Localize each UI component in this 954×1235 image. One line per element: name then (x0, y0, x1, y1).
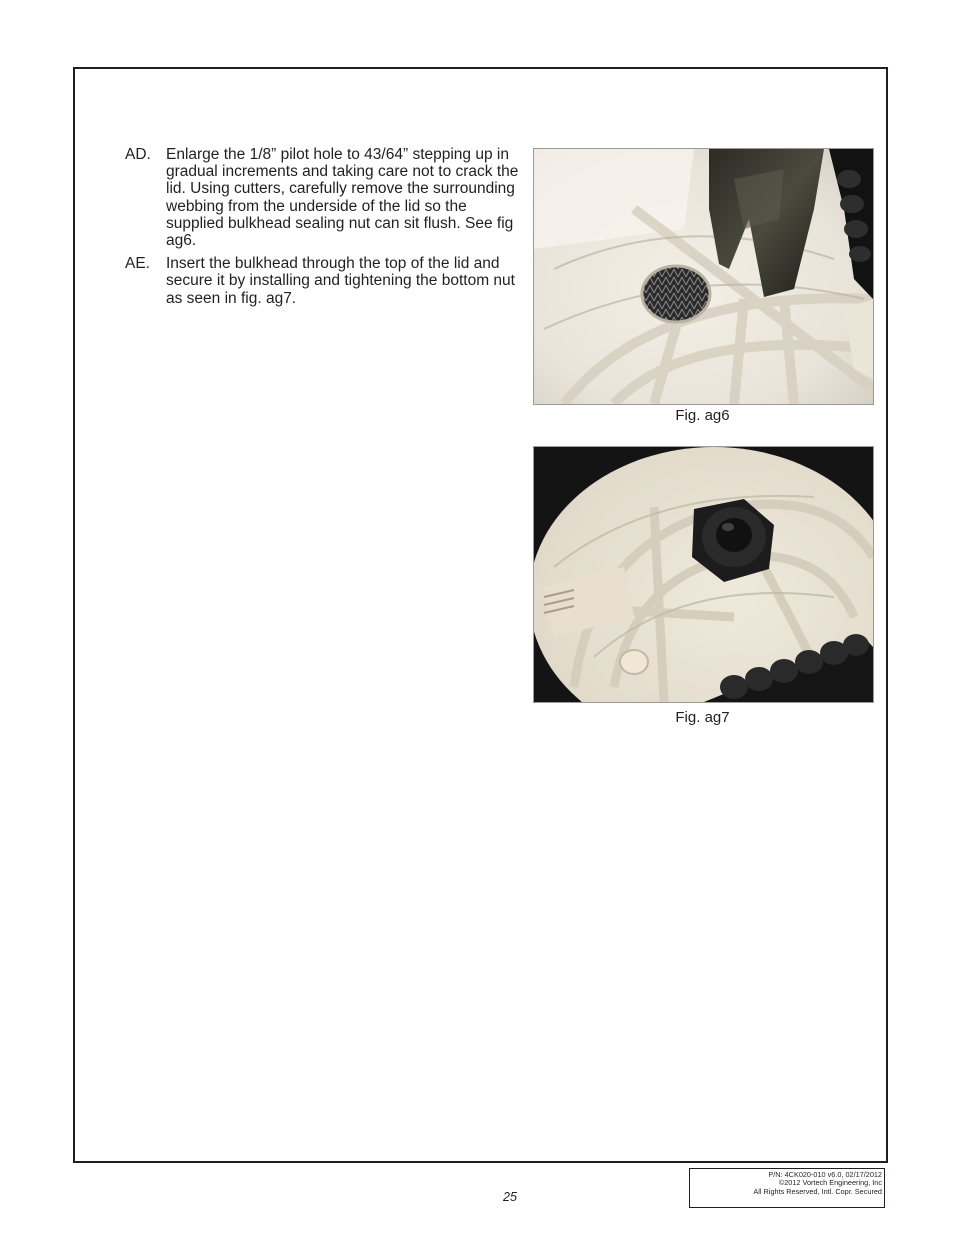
step-ae (125, 255, 520, 307)
footer-info-box (689, 1168, 885, 1208)
figure-ag7-photo (533, 446, 874, 703)
step-text: Insert the bulkhead through the top of the lid and secure it by installing and tightening the bottom nut as seen in fig. ag7. (166, 255, 515, 307)
figure-ag7-caption: Fig. ag7 (675, 709, 730, 726)
page-number: 25 (503, 1190, 517, 1204)
figure-ag6-photo (533, 148, 874, 405)
step-ad (125, 146, 520, 249)
footer-part-number: P/N: 4CK020-010 v6.0, 02/17/2012 (768, 1170, 882, 1179)
step-letter: AD. (125, 146, 151, 163)
step-letter: AE. (125, 255, 150, 273)
figure-ag6-caption: Fig. ag6 (675, 407, 730, 424)
footer-copyright: ©2012 Vortech Engineering, Inc (778, 1178, 882, 1188)
step-text: Enlarge the 1/8” pilot hole to 43/64” stepping up in gradual increments and taking care not to crack the lid. Using cutters, carefully remove the surrounding webbing from the underside of the lid so the supplied bulkhead sealing nut can sit flush. See fig ag6. (166, 146, 519, 250)
footer-rights: All Rights Reserved, Intl. Copr. Secured (753, 1186, 882, 1196)
instruction-steps (125, 146, 520, 313)
